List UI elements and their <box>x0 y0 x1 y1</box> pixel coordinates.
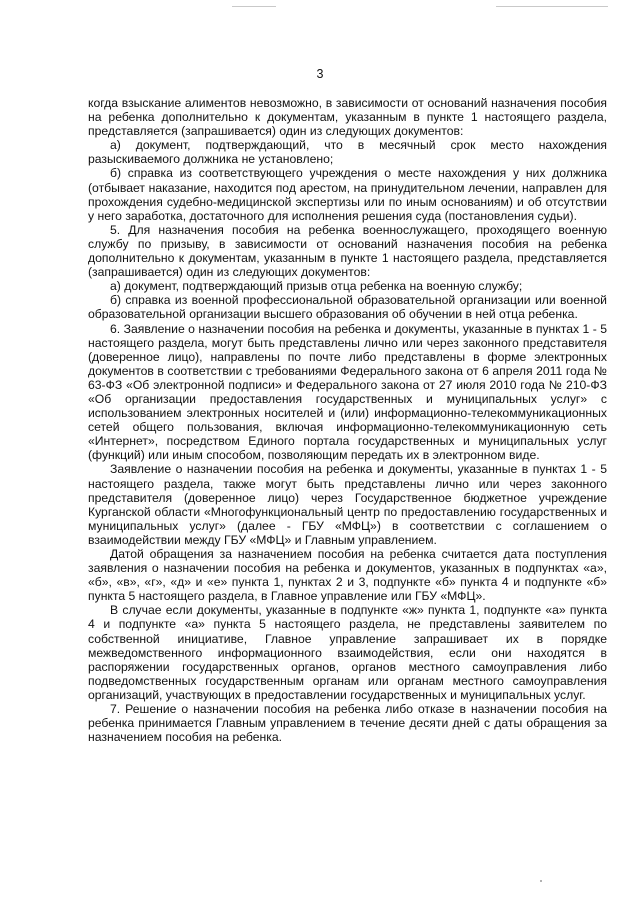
document-body <box>88 96 607 744</box>
paragraph-5: 5. Для назначения пособия на ребенка военнослужащего, проходящего военную службу по призыву, в зависимости от оснований назначения пособия на ребенка дополнительно к документам, указанным в пункте 1 настоящего раздела, представляется (запрашивается) один из следующих документов: <box>88 222 607 280</box>
paragraph-6-interagency: В случае если документы, указанные в подпункте «ж» пункта 1, подпункте «а» пункта 4 и подпункте «а» пункта 5 настоящего раздела, не представлены заявителем по собственной инициативе, Главное управление запрашивает их в порядке межведомственного информационного взаимодействия, если они находятся в распоряжении государственных органов, органов местного самоуправления либо подведомственных государственным органам или органам местного самоуправления организаций, участвующих в предоставлении государственных и муниципальных услуг. <box>88 603 607 702</box>
scan-artifact-top-right <box>496 6 608 7</box>
paragraph-5b: б) справка из военной профессиональной образовательной организации или военной образовательной организации высшего образования об обучении в ней отца ребенка. <box>88 293 607 322</box>
paragraph-6-date: Датой обращения за назначением пособия на ребенка считается дата поступления заявления о назначении пособия на ребенка и документов, указанных в подпунктах «а», «б», «в», «г», «д» и «е» пункта 1, пунктах 2 и 3, подпункте «б» пункта 4 и подпункте «б» пункта 5 настоящего раздела, в Главное управление или ГБУ «МФЦ». <box>88 547 607 604</box>
page-number: 3 <box>316 67 324 81</box>
paragraph-continuation: когда взыскание алиментов невозможно, в зависимости от оснований назначения пособия на ребенка дополнительно к документам, указанным в пункте 1 настоящего раздела, представляется (запрашивается) один из следующих документов: <box>88 96 607 139</box>
paragraph-7: 7. Решение о назначении пособия на ребенка либо отказе в назначении пособия на ребенка принимается Главным управлением в течение десяти дней с даты обращения за назначением пособия на ребенка. <box>88 702 607 745</box>
paragraph-5a: а) документ, подтверждающий призыв отца ребенка на военную службу; <box>110 279 523 294</box>
scan-artifact-dot <box>540 880 542 882</box>
paragraph-6-mfc: Заявление о назначении пособия на ребенка и документы, указанные в пунктах 1 - 5 настоящего раздела, также могут быть представлены лично или через законного представителя (доверенное лицо) через Государственное бюджетное учреждение Курганской области «Многофункциональный центр по предоставлению государственных и муниципальных услуг» (далее - ГБУ «МФЦ») в соответствии с соглашением о взаимодействии между ГБУ «МФЦ» и Главным управлением. <box>88 462 607 547</box>
paragraph-6: 6. Заявление о назначении пособия на ребенка и документы, указанные в пунктах 1 - 5 настоящего раздела, могут быть представлены лично или через законного представителя (доверенное лицо), направлены по почте либо представлены в форме электронных документов в соответствии с требованиями Федерального закона от 6 апреля 2011 года № 63-ФЗ «Об электронной подписи» и Федерального закона от 27 июля 2010 года № 210-ФЗ «Об организации предоставления государственных и муниципальных услуг» с использованием электронных носителей и (или) информационно-телекоммуникационных сетей общего пользования, включая информационно-телекоммуникационную сеть «Интернет», посредством Единого портала государственных и муниципальных услуг (функций) или иным способом, позволяющим передать их в электронном виде. <box>88 321 607 463</box>
scan-artifact-top-left <box>232 6 276 7</box>
paragraph-4b: б) справка из соответствующего учреждения о месте нахождения у них должника (отбывает наказание, находится под арестом, на принудительном лечении, направлен для прохождения судебно-медицинской экспертизы или по иным основаниям) и об отсутствии у него заработка, достаточного для исполнения решения суда (постановления судьи). <box>88 166 607 223</box>
paragraph-4a: а) документ, подтверждающий, что в месячный срок место нахождения разыскиваемого должника не установлено; <box>88 138 607 167</box>
